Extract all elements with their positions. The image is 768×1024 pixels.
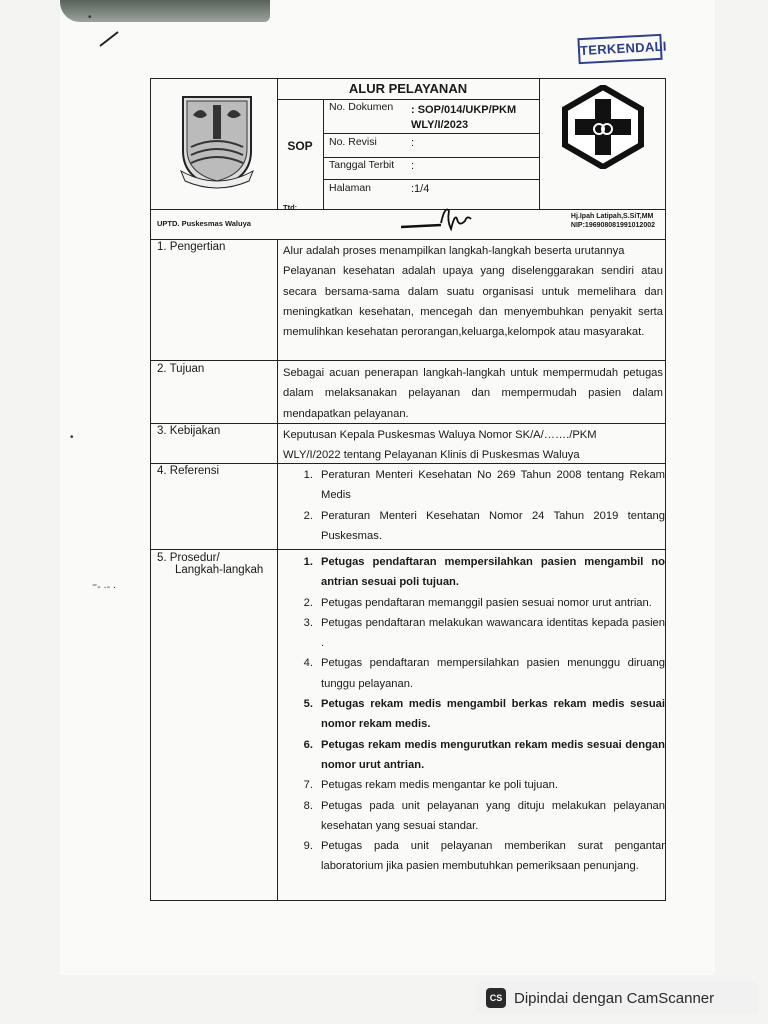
list-item: 2. Petugas pendaftaran memanggil pasien sesuai nomor urut antrian. <box>303 596 652 609</box>
meta-value-halaman: :1/4 <box>411 183 430 195</box>
prosedur-list <box>295 552 665 877</box>
list-item: 5. Petugas rekam medis mengambil berkas rekam medis sesuai nomor rekam medis. <box>303 698 665 731</box>
regional-emblem-logo <box>177 91 257 191</box>
section-referensi-label: 4. Referensi <box>157 465 220 477</box>
puskesmas-cross-logo <box>561 85 645 169</box>
meta-label-no-revisi: No. Revisi <box>329 136 377 148</box>
list-item: 3. Petugas pendaftaran melakukan wawancara identitas kepada pasien . <box>303 616 665 650</box>
pengertian-paragraph: Pelayanan kesehatan adalah upaya yang diselenggarakan sendiri atau secara bersama-sama dalam suatu organisasi untuk memelihara dan meningkatkan kesehatan, mencegah dan menyembuhkan penyakit serta memulihkan kesehatan perorangan,keluarga,kelompok atau masyarakat. <box>283 265 663 339</box>
section-tujuan-text: Sebagai acuan penerapan langkah-langkah untuk mempermudah petugas dalam melaksanakan pelayanan dan mempermudah pasien dalam mendapatkan pelayanan. <box>283 367 663 420</box>
signer-name: Hj.Ipah Latipah,S.SiT,MM <box>570 213 654 220</box>
pengertian-line-1: Alur adalah proses menampilkan langkah-langkah beserta urutannya <box>283 245 625 257</box>
list-item: 9. Petugas pada unit pelayanan memberikan surat pengantar laboratorium jika pasien membutuhkan pemeriksaan penunjang. <box>303 840 665 873</box>
stray-marks: ⁼- ·- · <box>92 582 117 593</box>
pen-mark <box>98 30 120 48</box>
section-tujuan-label: 2. Tujuan <box>157 363 205 375</box>
meta-label-no-dokumen: No. Dokumen <box>329 101 394 113</box>
list-item: 6. Petugas rekam medis mengurutkan rekam medis sesuai dengan nomor urut antrian. <box>303 738 665 771</box>
kebijakan-line-1: Keputusan Kepala Puskesmas Waluya Nomor SK/A/……./PKM <box>283 429 597 441</box>
section-kebijakan-text <box>283 425 663 466</box>
camscanner-icon: CS <box>486 988 506 1008</box>
list-item: 7. Petugas rekam medis mengantar ke poli tujuan. <box>303 779 558 792</box>
organization-name: UPTD. Puskesmas Waluya <box>157 219 251 228</box>
camscanner-text: Dipindai dengan CamScanner <box>514 989 715 1007</box>
meta-label-tanggal-terbit: Tanggal Terbit <box>329 159 395 171</box>
speck: • <box>70 432 74 443</box>
terkendali-stamp: TERKENDALI <box>577 34 662 64</box>
meta-value-no-revisi: : <box>411 137 415 149</box>
list-item: 8. Petugas pada unit pelayanan yang dituju melakukan pelayanan kesehatan yang sesuai standar. <box>303 799 665 832</box>
document-title: ALUR PELAYANAN <box>348 81 468 96</box>
meta-label-halaman: Halaman <box>329 182 372 194</box>
handwritten-signature <box>401 201 491 235</box>
meta-value-no-dokumen: : SOP/014/UKP/PKM WLY/I/2023 <box>411 104 517 131</box>
speck: • <box>88 12 92 23</box>
signer-block <box>571 212 655 230</box>
camscanner-watermark <box>476 982 758 1014</box>
sop-document <box>150 78 666 901</box>
section-pengertian-label: 1. Pengertian <box>157 241 226 253</box>
section-kebijakan-label: 3. Kebijakan <box>157 425 221 437</box>
kebijakan-line-2: WLY/I/2022 tentang Pelayanan Klinis di Puskesmas Waluya <box>283 449 580 462</box>
list-item: 2. Peraturan Menteri Kesehatan Nomor 24 Tahun 2019 tentang Puskesmas. <box>303 509 665 542</box>
list-item: 4. Petugas pendaftaran mempersilahkan pasien menunggu diruang tunggu pelayanan. <box>303 657 665 690</box>
section-pengertian-text <box>283 241 663 342</box>
meta-value-tanggal-terbit: : <box>411 160 415 172</box>
sop-label: SOP <box>287 139 313 153</box>
signer-nip: NIP:196908081991012002 <box>570 222 655 229</box>
referensi-list <box>295 465 665 546</box>
section-prosedur-label: 5. Prosedur/ Langkah-langkah <box>157 552 264 576</box>
signature-label: Ttd: <box>283 203 298 212</box>
list-item: 1. Peraturan Menteri Kesehatan No 269 Tahun 2008 tentang Rekam Medis <box>303 469 665 502</box>
list-item: 1. Petugas pendaftaran mempersilahkan pasien mengambil no antrian sesuai poli tujuan. <box>303 556 665 589</box>
